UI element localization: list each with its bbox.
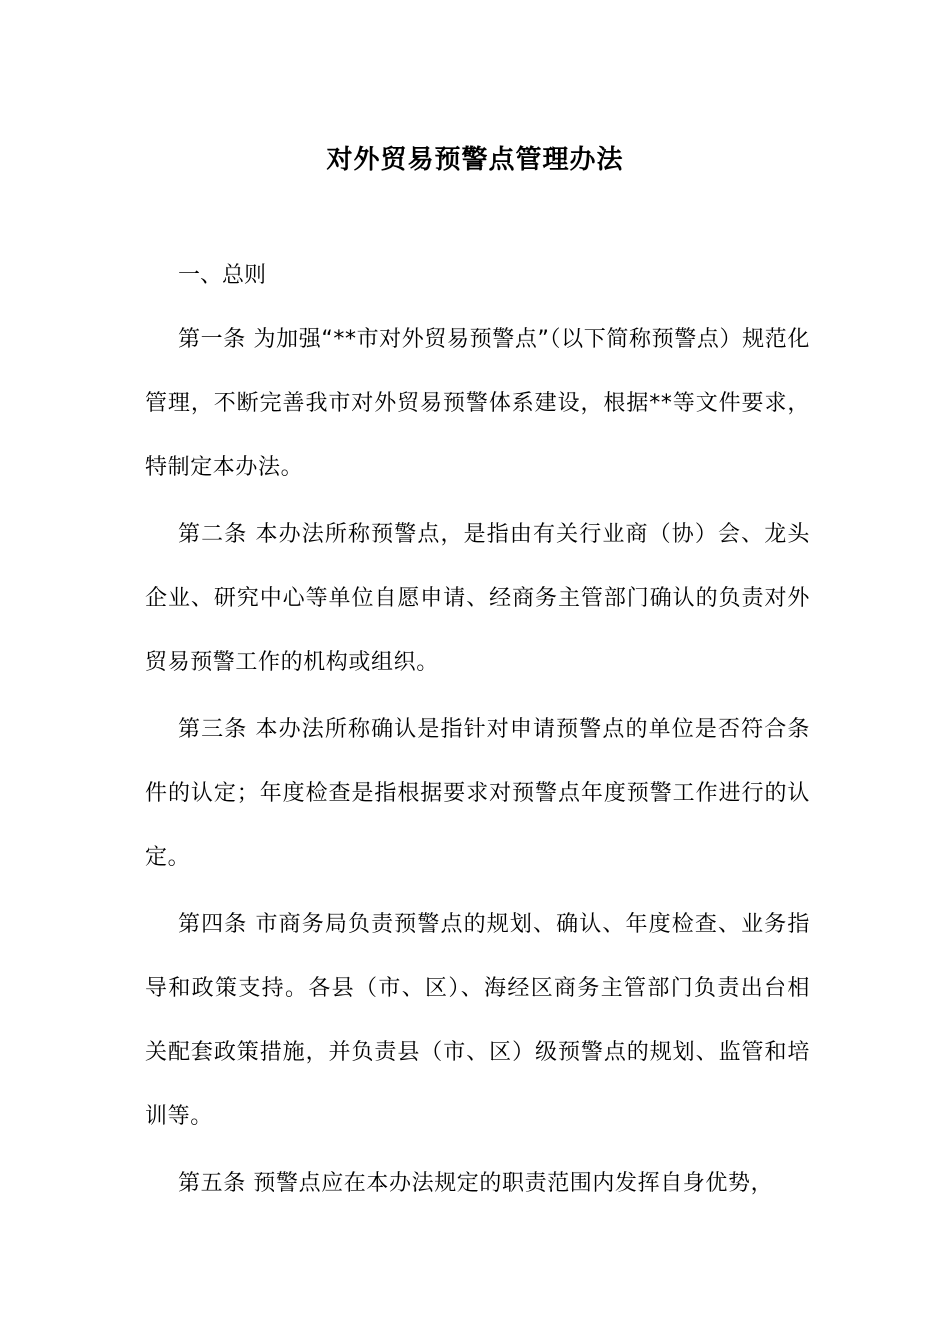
article-4: 第四条 市商务局负责预警点的规划、确认、年度检查、业务指导和政策支持。各县（市、区）、海经区商务主管部门负责出台相关配套政策措施，并负责县（市、区）级预警点的规划、监管和培训等。 [145, 912, 810, 1129]
document-title: 对外贸易预警点管理办法 [326, 145, 624, 175]
article-5: 第五条 预警点应在本办法规定的职责范围内发挥自身优势， [178, 1171, 774, 1196]
article-2: 第二条 本办法所称预警点，是指由有关行业商（协）会、龙头企业、研究中心等单位自愿申请、经商务主管部门确认的负责对外贸易预警工作的机构或组织。 [145, 522, 810, 675]
section-heading: 一、总则 [178, 263, 267, 288]
document-body [145, 247, 810, 1219]
article-3: 第三条 本办法所称确认是指针对申请预警点的单位是否符合条件的认定；年度检查是指根据要求对预警点年度预警工作进行的认定。 [145, 717, 810, 870]
article-1: 第一条 为加强“**市对外贸易预警点”（以下简称预警点）规范化管理，不断完善我市对外贸易预警体系建设，根据**等文件要求，特制定本办法。 [145, 327, 810, 480]
